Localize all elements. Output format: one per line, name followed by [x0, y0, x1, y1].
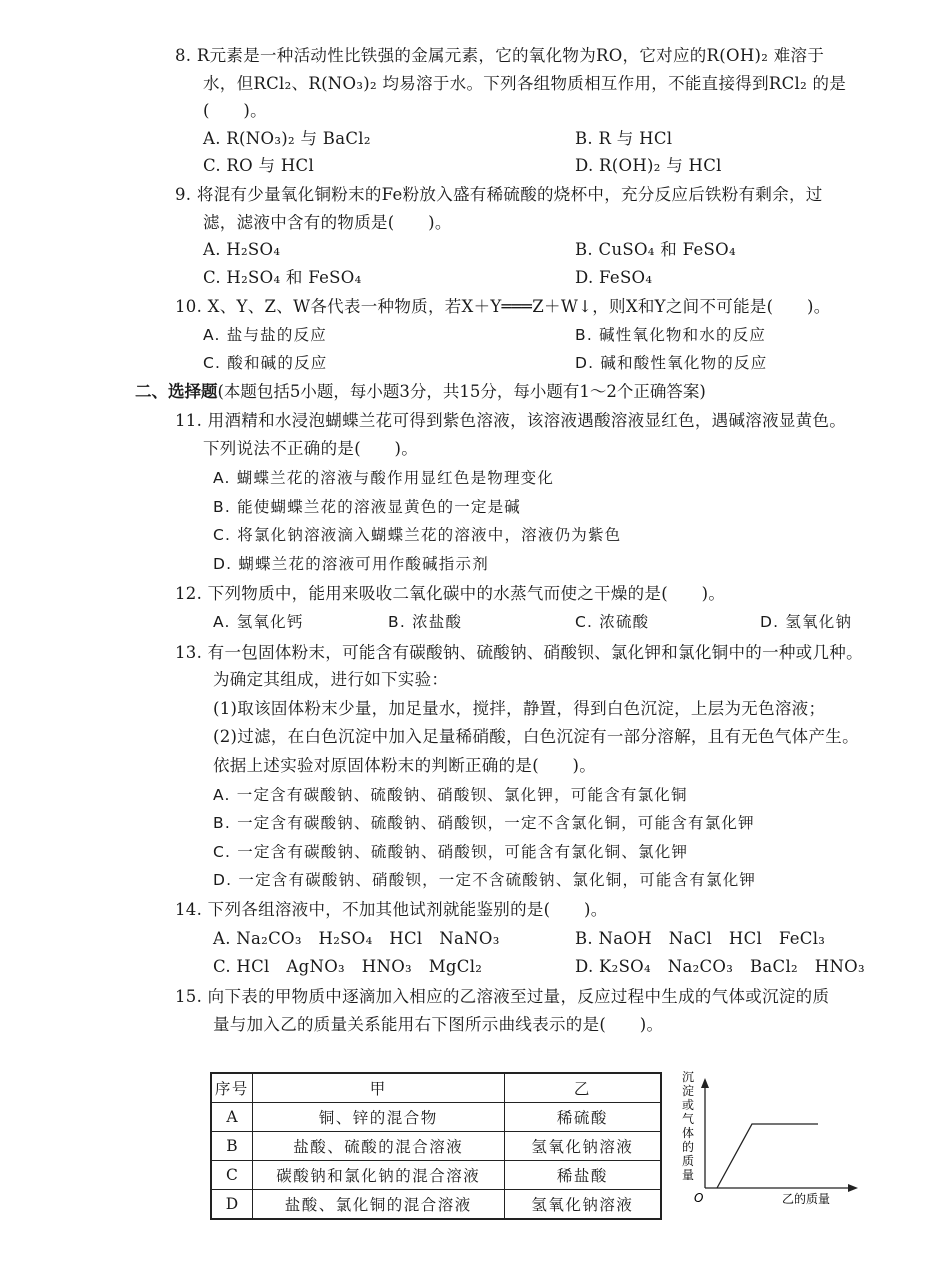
q14-option-c[interactable]: C. HCl AgNO₃ HNO₃ MgCl₂	[213, 957, 483, 976]
table-cell: 盐酸、硫酸的混合溶液	[252, 1132, 504, 1161]
table-cell: C	[211, 1161, 252, 1190]
q9-stem-line-1: 9. 将混有少量氧化铜粉末的Fe粉放入盛有稀硫酸的烧杯中，充分反应后铁粉有剩余，过	[175, 185, 823, 204]
q11-stem-line-1: 11. 用酒精和水浸泡蝴蝶兰花可得到紫色溶液，该溶液遇酸溶液显红色，遇碱溶液显黄色。	[175, 411, 847, 430]
section-2-title: 二、选择题	[135, 382, 218, 401]
y-label-char: 气	[681, 1112, 695, 1126]
q13-option-d[interactable]: D. 一定含有碳酸钠、硝酸钡，一定不含硫酸钠、氯化铜，可能含有氯化钾	[213, 871, 757, 889]
q14-option-a[interactable]: A. Na₂CO₃ H₂SO₄ HCl NaNO₃	[213, 929, 500, 948]
q12-option-b[interactable]: B. 浓盐酸	[388, 613, 463, 631]
table-row	[211, 1132, 661, 1161]
q9-option-a[interactable]: A. H₂SO₄	[203, 240, 281, 259]
q9-option-b[interactable]: B. CuSO₄ 和 FeSO₄	[575, 240, 736, 259]
q15-stem-line-2: 量与加入乙的质量关系能用右下图所示曲线表示的是( )。	[213, 1015, 664, 1034]
q8-stem-line-1: 8. R元素是一种活动性比铁强的金属元素，它的氧化物为RO，它对应的R(OH)₂ 难溶于	[175, 46, 825, 65]
q12-option-a[interactable]: A. 氢氧化钙	[213, 613, 304, 631]
section-2-note: (本题包括5小题，每小题3分，共15分，每小题有1～2个正确答案)	[217, 382, 706, 401]
q10-option-b[interactable]: B. 碱性氧化物和水的反应	[575, 326, 767, 344]
x-axis-arrow	[848, 1184, 858, 1192]
y-label-char: 或	[681, 1098, 695, 1112]
q9-stem-line-2: 滤，滤液中含有的物质是( )。	[203, 213, 452, 232]
q13-option-c[interactable]: C. 一定含有碳酸钠、硫酸钠、硝酸钡，可能含有氯化铜、氯化钾	[213, 843, 689, 861]
q13-option-b[interactable]: B. 一定含有碳酸钠、硫酸钠、硝酸钡，一定不含氯化铜，可能含有氯化钾	[213, 814, 755, 832]
q13-stem-line-4: (2)过滤，在白色沉淀中加入足量稀硝酸，白色沉淀有一部分溶解，且有无色气体产生。	[213, 727, 859, 746]
q12-option-d[interactable]: D. 氢氧化钠	[760, 613, 853, 631]
table-row	[211, 1161, 661, 1190]
q8-stem-line-3: ( )。	[203, 101, 267, 120]
q11-option-d[interactable]: D. 蝴蝶兰花的溶液可用作酸碱指示剂	[213, 555, 489, 573]
q9-option-d[interactable]: D. FeSO₄	[575, 268, 653, 287]
q10-option-d[interactable]: D. 碱和酸性氧化物的反应	[575, 354, 768, 372]
q11-option-a[interactable]: A. 蝴蝶兰花的溶液与酸作用显红色是物理变化	[213, 469, 555, 487]
table-cell: 氢氧化钠溶液	[504, 1190, 661, 1220]
y-label-char: 的	[681, 1140, 695, 1154]
q12-option-c[interactable]: C. 浓硫酸	[575, 613, 650, 631]
q11-option-c[interactable]: C. 将氯化钠溶液滴入蝴蝶兰花的溶液中，溶液仍为紫色	[213, 526, 622, 544]
table-cell: 碳酸钠和氯化钠的混合溶液	[252, 1161, 504, 1190]
section-2-heading	[135, 380, 706, 404]
q13-stem-line-2: 为确定其组成，进行如下实验：	[213, 670, 449, 689]
q10-stem-line-1: 10. X、Y、Z、W各代表一种物质，若X＋Y═══Z＋W↓，则X和Y之间不可能是( )。	[175, 297, 831, 316]
table-header-cell: 甲	[252, 1073, 504, 1103]
table-row	[211, 1103, 661, 1132]
q11-stem-line-2: 下列说法不正确的是( )。	[203, 439, 419, 458]
q14-stem-line-1: 14. 下列各组溶液中，不加其他试剂就能鉴别的是( )。	[175, 900, 608, 919]
q11-option-b[interactable]: B. 能使蝴蝶兰花的溶液显黄色的一定是碱	[213, 498, 521, 516]
q8-option-b[interactable]: B. R 与 HCl	[575, 129, 673, 148]
q13-stem-line-1: 13. 有一包固体粉末，可能含有碳酸钠、硫酸钠、硝酸钡、氯化钾和氯化铜中的一种或几种。	[175, 643, 863, 662]
x-axis-label: 乙的质量	[782, 1192, 831, 1206]
q15-graph	[672, 1068, 862, 1206]
curve-line	[717, 1124, 818, 1188]
q10-option-a[interactable]: A. 盐与盐的反应	[203, 326, 327, 344]
q15-table	[210, 1072, 662, 1220]
table-cell: 盐酸、氯化铜的混合溶液	[252, 1190, 504, 1220]
q13-stem-line-3: (1)取该固体粉末少量，加足量水，搅拌，静置，得到白色沉淀，上层为无色溶液；	[213, 699, 826, 718]
y-axis-label	[682, 1070, 694, 1182]
q13-option-a[interactable]: A. 一定含有碳酸钠、硫酸钠、硝酸钡、氯化钾，可能含有氯化铜	[213, 786, 688, 804]
table-header-row	[211, 1073, 661, 1103]
y-label-char: 量	[681, 1168, 695, 1182]
q12-stem-line-1: 12. 下列物质中，能用来吸收二氧化碳中的水蒸气而使之干燥的是( )。	[175, 584, 726, 603]
q10-option-c[interactable]: C. 酸和碱的反应	[203, 354, 328, 372]
q14-option-d[interactable]: D. K₂SO₄ Na₂CO₃ BaCl₂ HNO₃	[575, 957, 865, 976]
table-cell: 氢氧化钠溶液	[504, 1132, 661, 1161]
y-label-char: 沉	[681, 1070, 695, 1084]
table-row	[211, 1190, 661, 1220]
origin-label: O	[694, 1191, 704, 1205]
q14-option-b[interactable]: B. NaOH NaCl HCl FeCl₃	[575, 929, 826, 948]
table-header-cell: 乙	[504, 1073, 661, 1103]
q8-option-d[interactable]: D. R(OH)₂ 与 HCl	[575, 156, 722, 175]
q15-stem-line-1: 15. 向下表的甲物质中逐滴加入相应的乙溶液至过量，反应过程中生成的气体或沉淀的质	[175, 987, 830, 1006]
q8-stem-line-2: 水，但RCl₂、R(NO₃)₂ 均易溶于水。下列各组物质相互作用，不能直接得到RCl₂ 的是	[203, 74, 847, 93]
y-axis-arrow	[701, 1078, 709, 1088]
q13-stem-line-5: 依据上述实验对原固体粉末的判断正确的是( )。	[213, 756, 597, 775]
q8-option-c[interactable]: C. RO 与 HCl	[203, 156, 315, 175]
y-label-char: 质	[681, 1154, 695, 1168]
table-header-cell: 序号	[211, 1073, 252, 1103]
q9-option-c[interactable]: C. H₂SO₄ 和 FeSO₄	[203, 268, 362, 287]
table-cell: D	[211, 1190, 252, 1220]
q8-option-a[interactable]: A. R(NO₃)₂ 与 BaCl₂	[203, 129, 371, 148]
table-cell: 铜、锌的混合物	[252, 1103, 504, 1132]
y-label-char: 淀	[681, 1084, 695, 1098]
y-label-char: 体	[681, 1126, 695, 1140]
table-cell: A	[211, 1103, 252, 1132]
table-cell: B	[211, 1132, 252, 1161]
table-cell: 稀盐酸	[504, 1161, 661, 1190]
table-cell: 稀硫酸	[504, 1103, 661, 1132]
